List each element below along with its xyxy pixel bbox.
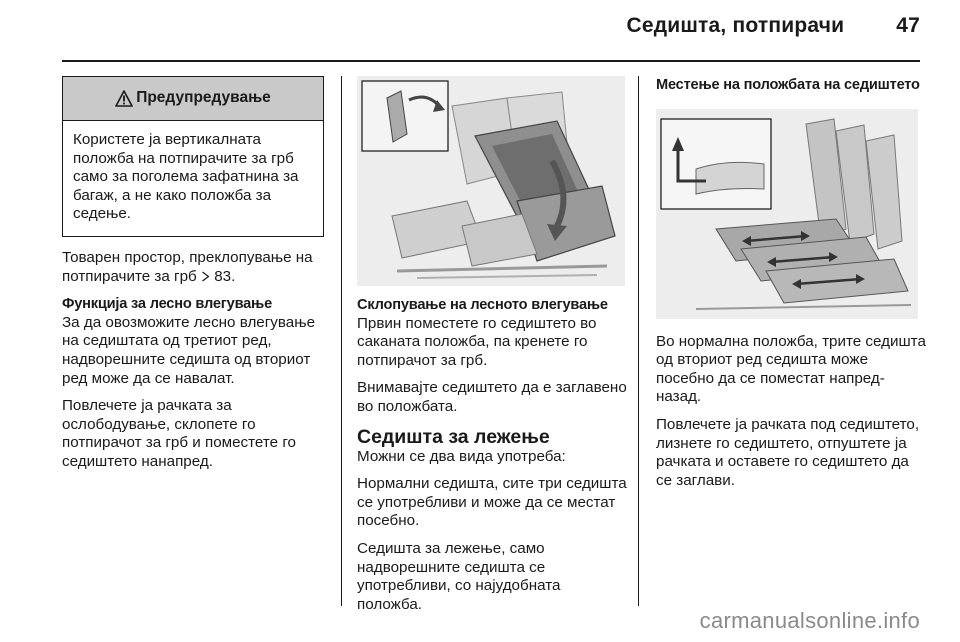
usage-paragraph: Можни се два вида употреба: bbox=[357, 447, 566, 465]
reclining-seats-paragraph: Седишта за лежење, само надворешните седишта се употребливи, со најудобната положба. bbox=[357, 539, 561, 613]
cargo-text: Товарен простор, преклопување на потпирачите за грб bbox=[62, 248, 313, 285]
seat-adjust-illustration bbox=[656, 109, 918, 319]
warning-header bbox=[63, 77, 323, 121]
warning-box bbox=[62, 76, 324, 237]
section-heading-folding: Склопување на лесното влегување bbox=[357, 297, 608, 313]
section-heading-seat-adjust: Местење на положбата на седиштето bbox=[656, 77, 920, 93]
cargo-paragraph bbox=[62, 249, 326, 286]
page-title: Седишта, потпирачи bbox=[626, 14, 845, 37]
section-heading-easy-entry: Функција за лесно влегување bbox=[62, 296, 272, 313]
cargo-page-ref: 83. bbox=[214, 267, 236, 285]
easy-entry-paragraph: За да овозможите лесно влегување на седиштата од третиот ред, надворешните седишта од вториот ред може да се навалат. bbox=[62, 313, 316, 387]
column-divider-2 bbox=[638, 76, 639, 606]
warning-icon bbox=[115, 90, 133, 107]
column-3 bbox=[656, 76, 926, 499]
normal-seats-paragraph: Нормални седишта, сите три седишта се употребливи и може да се местат посебно. bbox=[357, 475, 627, 530]
running-header bbox=[626, 14, 920, 38]
watermark: carmanualsonline.info bbox=[699, 608, 920, 633]
header-rule bbox=[62, 60, 920, 62]
lock-paragraph: Внимавајте седиштето да е заглавено во положбата. bbox=[357, 379, 627, 415]
page-reference-icon bbox=[201, 271, 210, 282]
column-1 bbox=[62, 76, 326, 481]
section-heading-reclining-seats: Седишта за лежење bbox=[357, 425, 550, 448]
normal-position-paragraph: Во нормална положба, трите седишта од вториот ред седишта може посебно да се поместат напред-назад. bbox=[656, 332, 926, 406]
page-number: 47 bbox=[896, 14, 920, 37]
folding-paragraph: Првин поместете го седиштето во саканата положба, па кренете го потпирачот за грб. bbox=[357, 314, 597, 369]
column-2 bbox=[357, 76, 629, 623]
warning-text: Користете ја вертикалната положба на потпирачите за грб само за поголема зафатнина за багаж, а не како положба за седење. bbox=[73, 131, 299, 223]
column-divider-1 bbox=[341, 76, 342, 606]
warning-title: Предупредување bbox=[136, 89, 271, 107]
easy-entry-illustration bbox=[357, 76, 625, 286]
adjust-procedure-paragraph: Повлечете ја рачката под седиштето, лизнете го седиштето, отпуштете ја рачката и оставете го седиштето да се заглави. bbox=[656, 415, 920, 489]
release-paragraph: Повлечете ја рачката за ослободување, склопете го потпирачот за грб и поместете го седиштето нанапред. bbox=[62, 397, 296, 470]
